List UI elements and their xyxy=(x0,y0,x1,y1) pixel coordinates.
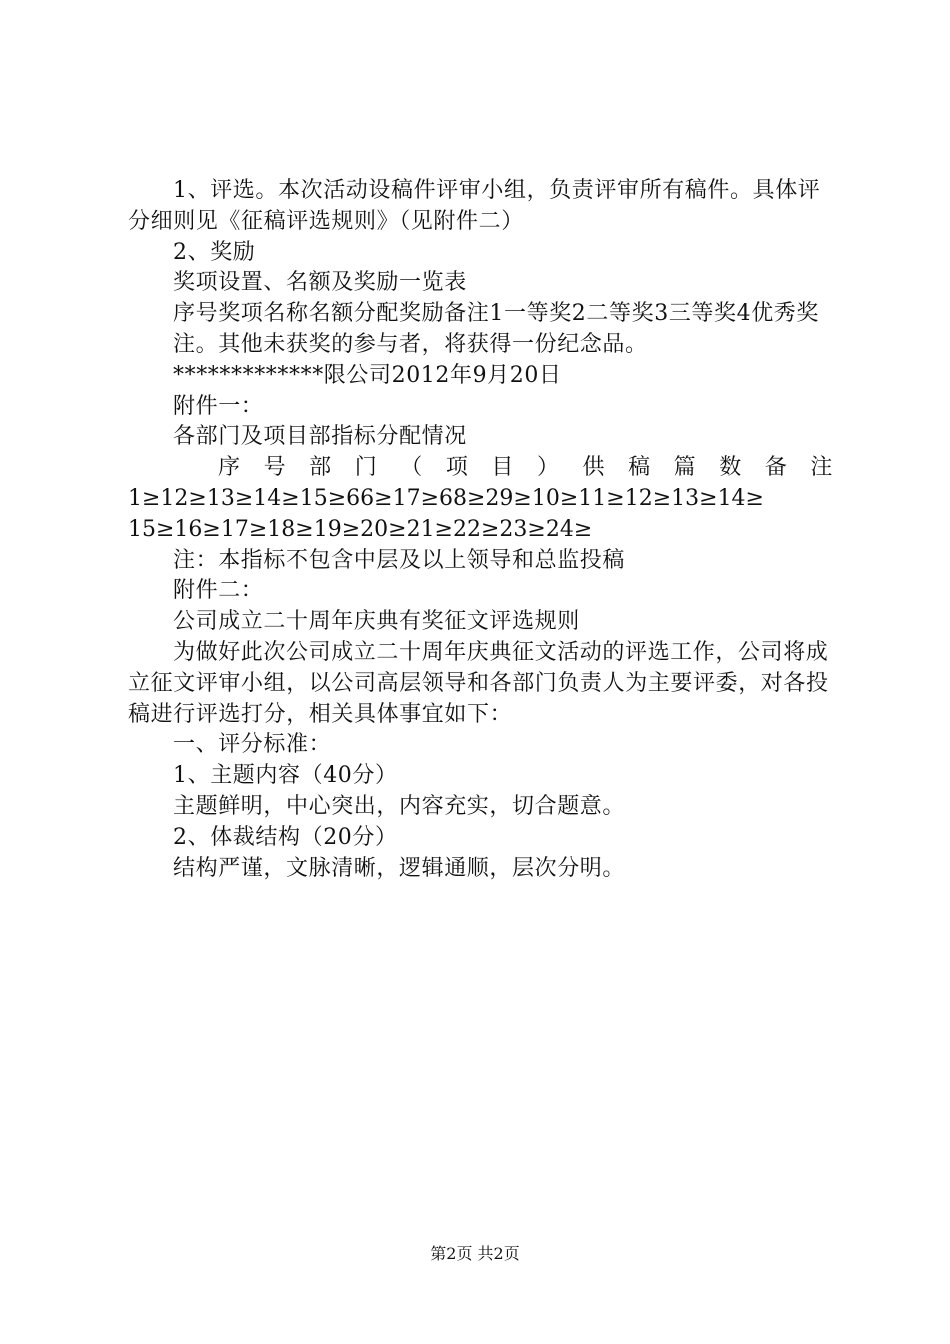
paragraph-award-table-content: 序号奖项名称名额分配奖励备注1一等奖2二等奖3三等奖4优秀奖 xyxy=(173,301,819,327)
paragraph-structure: 2、体裁结构（20分） xyxy=(173,824,398,850)
paragraph-attachment-two: 附件二： xyxy=(173,578,264,604)
paragraph-company-date: *************限公司2012年9月20日 xyxy=(173,362,562,388)
paragraph-quota-title: 各部门及项目部指标分配情况 xyxy=(173,424,467,450)
paragraph-quota-note: 注：本指标不包含中层及以上领导和总监投稿 xyxy=(173,547,626,573)
paragraph-review: 1、评选。本次活动设稿件评审小组，负责评审所有稿件。具体评分细则见《征稿评选规则》（见附件二） xyxy=(128,178,821,234)
paragraph-quota-numbers-2: 15≥16≥17≥18≥19≥20≥21≥22≥23≥24≥ xyxy=(128,516,593,542)
paragraph-souvenir-note: 注。其他未获奖的参与者，将获得一份纪念品。 xyxy=(173,331,648,357)
paragraph-rules-intro: 为做好此次公司成立二十周年庆典征文活动的评选工作，公司将成立征文评审小组，以公司高层领导和各部门负责人为主要评委，对各投稿进行评选打分，相关具体事宜如下： xyxy=(128,639,829,727)
document-body xyxy=(128,176,833,884)
page-footer: 第2页 共2页 xyxy=(430,1244,520,1263)
paragraph-award-heading: 2、奖励 xyxy=(173,239,256,265)
paragraph-scoring-standard: 一、评分标准： xyxy=(173,732,332,758)
paragraph-attachment-one: 附件一： xyxy=(173,393,264,419)
paragraph-theme-desc: 主题鲜明，中心突出，内容充实，切合题意。 xyxy=(173,793,626,819)
paragraph-structure-desc: 结构严谨，文脉清晰，逻辑通顺，层次分明。 xyxy=(173,855,626,881)
paragraph-theme-content: 1、主题内容（40分） xyxy=(173,763,398,789)
paragraph-award-table-title: 奖项设置、名额及奖励一览表 xyxy=(173,270,467,296)
paragraph-quota-numbers-1: 1≥12≥13≥14≥15≥66≥17≥68≥29≥10≥11≥12≥13≥14≥ xyxy=(128,485,764,511)
paragraph-rules-title: 公司成立二十周年庆典有奖征文评选规则 xyxy=(173,609,580,635)
paragraph-quota-header: 序 号 部 门 （ 项 目 ） 供 稿 篇 数 备 注 xyxy=(218,455,833,481)
